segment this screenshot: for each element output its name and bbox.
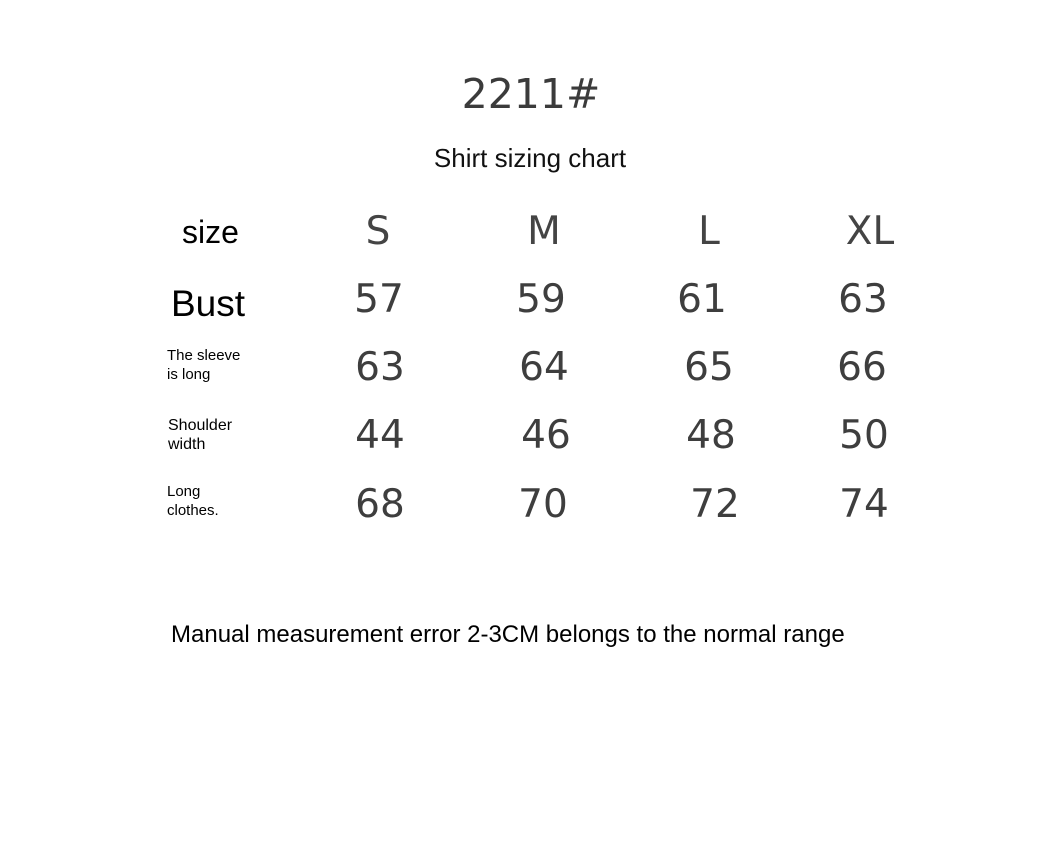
row-label-bust: Bust bbox=[171, 283, 246, 324]
table-cell: 61 bbox=[677, 277, 727, 322]
table-cell: 50 bbox=[839, 413, 889, 458]
size-header-s: S bbox=[365, 209, 391, 254]
row-label-shoulder-line2: width bbox=[168, 436, 206, 453]
table-cell: 74 bbox=[839, 482, 889, 527]
row-label-shoulder-line1: Shoulder bbox=[168, 417, 233, 434]
table-cell: 66 bbox=[837, 345, 887, 390]
chart-title: Shirt sizing chart bbox=[433, 143, 627, 173]
row-label-sleeve-line2: is long bbox=[167, 366, 211, 383]
row-label-sleeve bbox=[167, 346, 257, 384]
table-cell: 65 bbox=[684, 345, 734, 390]
size-header-l: L bbox=[698, 209, 720, 254]
size-header-label: size bbox=[182, 214, 239, 250]
table-cell: 48 bbox=[686, 413, 736, 458]
table-cell: 59 bbox=[516, 277, 566, 322]
row-label-sleeve-line1: The sleeve bbox=[167, 347, 241, 364]
table-cell: 68 bbox=[355, 482, 405, 527]
table-cell: 70 bbox=[518, 482, 568, 527]
row-label-length-line2: clothes. bbox=[167, 502, 219, 519]
product-code: 2211# bbox=[461, 70, 601, 118]
size-header-m: M bbox=[527, 209, 561, 254]
measurement-note: Manual measurement error 2-3CM belongs to the normal range bbox=[171, 621, 845, 648]
table-cell: 63 bbox=[838, 277, 888, 322]
row-label-shoulder bbox=[168, 416, 258, 454]
table-cell: 46 bbox=[521, 413, 571, 458]
table-cell: 72 bbox=[690, 482, 740, 527]
table-cell: 44 bbox=[355, 413, 405, 458]
table-cell: 64 bbox=[519, 345, 569, 390]
table-cell: 63 bbox=[355, 345, 405, 390]
row-label-length-line1: Long bbox=[167, 483, 201, 500]
table-cell: 57 bbox=[354, 277, 404, 322]
size-header-xl: XL bbox=[845, 209, 895, 254]
row-label-length bbox=[167, 482, 257, 520]
